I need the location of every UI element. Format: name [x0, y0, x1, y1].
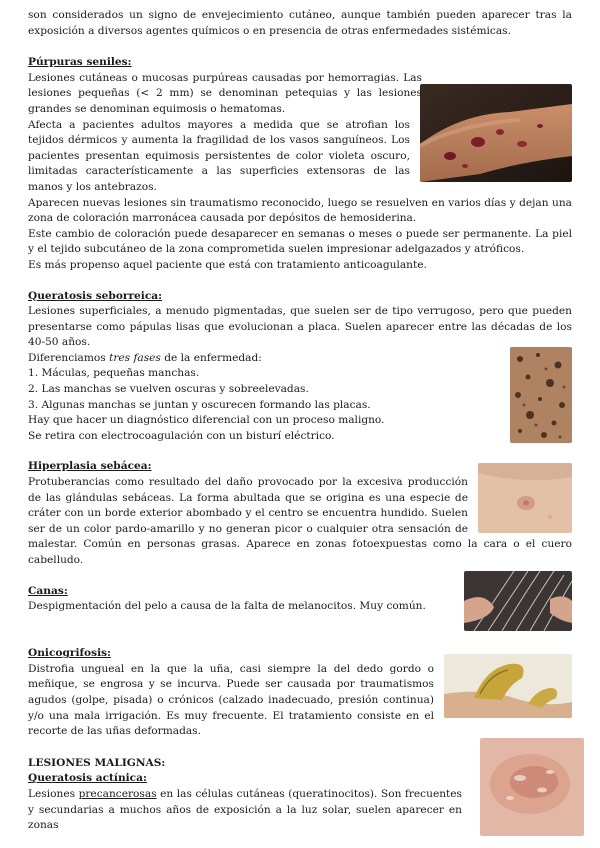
- queratosis-seborreica-p4: Se retira con electrocoagulación con un bisturí eléctrico.: [28, 429, 335, 442]
- queratosis-actinica-heading: Queratosis actínica:: [28, 772, 147, 785]
- purpuras-p4: Este cambio de coloración puede desaparecer en semanas o meses o puede ser permanente. La piel y el tejido subcutáneo de la zona comprometida suelen impresionar adelgazados y atróficos.: [28, 227, 572, 256]
- queratosis-seborreica-p2: Diferenciamos tres fases de la enfermedad:: [28, 351, 262, 364]
- queratosis-seborreica-p1: Lesiones superficiales, a menudo pigmentadas, que suelen ser de tipo verrugoso, pero que pueden presentarse como pápulas lisas que evolucionan a placa. Suelen aparecer entre las décadas de los 40-50 años.: [28, 305, 572, 349]
- queratosis-list-item: 1. Máculas, pequeñas manchas.: [28, 367, 200, 380]
- hiperplasia-block: [28, 475, 572, 569]
- purpuras-p1: Lesiones cutáneas o mucosas purpúreas causadas por hemorragias. Las lesiones pequeñas (< 2 mm) se denominan petequias y las lesiones grandes se denominan equimosis o hematomas.: [28, 71, 422, 115]
- onicogrifosis-photo: [444, 654, 572, 718]
- queratosis-actinica-p1: Lesiones precancerosas en las células cutáneas (queratinocitos). Son frecuentes y secundarias a muchos años de exposición a la luz solar, suelen aparecer en zonas: [28, 787, 462, 832]
- purpuras-heading: Púrpuras seniles:: [28, 56, 132, 69]
- onicogrifosis-heading: Onicogrifosis:: [28, 647, 111, 660]
- canas-photo: [464, 571, 572, 631]
- queratosis-seborreica-block: [28, 351, 572, 445]
- purpuras-block: [28, 118, 572, 227]
- lesiones-malignas-heading: LESIONES MALIGNAS:: [28, 756, 166, 769]
- hiperplasia-photo: [478, 463, 572, 533]
- queratosis-seborreica-p3: Hay que hacer un diagnóstico diferencial con un proceso maligno.: [28, 414, 385, 427]
- queratosis-list-item: 2. Las manchas se vuelven oscuras y sobreelevadas.: [28, 383, 309, 396]
- purpuras-p3: Aparecen nuevas lesiones sin traumatismo reconocido, luego se resuelven en varios días y dejan una zona de coloración marronácea causada por depósitos de hemosiderina.: [28, 196, 572, 225]
- intro-paragraph: son considerados un signo de envejecimiento cutáneo, aunque también pueden aparecer tras la exposición a diversos agentes químicos o en presencia de otras enfermedades sistémicas.: [28, 9, 572, 37]
- document-page: [28, 8, 572, 834]
- onicogrifosis-p1: Distrofia ungueal en la que la uña, casi siempre la del dedo gordo o meñique, se engrosa y se incurva. Puede ser causada por traumatismos agudos (golpe, pisada) o crónicos (calzado inadecuado, presión continua) y/o una mala irrigación. Es muy frecuente. El tratamiento consiste en el recorte de las uñas deformadas.: [28, 662, 434, 738]
- canas-block: [28, 599, 572, 631]
- queratosis-seborreica-photo: [510, 347, 572, 443]
- onicogrifosis-block: [28, 662, 572, 740]
- purpuras-p5: Es más propenso aquel paciente que está con tratamiento anticoagulante.: [28, 258, 427, 271]
- canas-p1: Despigmentación del pelo a causa de la falta de melanocitos. Muy común.: [28, 600, 426, 613]
- purpuras-p2: Afecta a pacientes adultos mayores a medida que se atrofian los tejidos dérmicos y aumenta la fragilidad de los vasos sanguíneos. Los pacientes presentan equimosis persistentes de color violeta oscuro, limitadas característicamente a las superficies extensoras de las manos y los antebrazos.: [28, 118, 410, 193]
- hiperplasia-p1: Protuberancias como resultado del daño provocado por la excesiva producción de las glándulas sebáceas. La forma abultada que se origina es una especie de cráter con un borde exterior abombado y el centro se encuentra hundido. Suelen ser de un color pardo-amarillo y no generan picor o cualquier otra sensación de malestar. Común en personas grasas. Aparece en zonas fotoexpuestas como la cara o el cuero cabelludo.: [28, 476, 572, 566]
- queratosis-actinica-photo: [480, 738, 584, 836]
- purpura-photo: [420, 84, 572, 182]
- queratosis-seborreica-heading: Queratosis seborreica:: [28, 289, 163, 302]
- queratosis-list-item: 3. Algunas manchas se juntan y oscurecen formando las placas.: [28, 398, 371, 411]
- canas-heading: Canas:: [28, 584, 68, 597]
- hiperplasia-heading: Hiperplasia sebácea:: [28, 460, 152, 473]
